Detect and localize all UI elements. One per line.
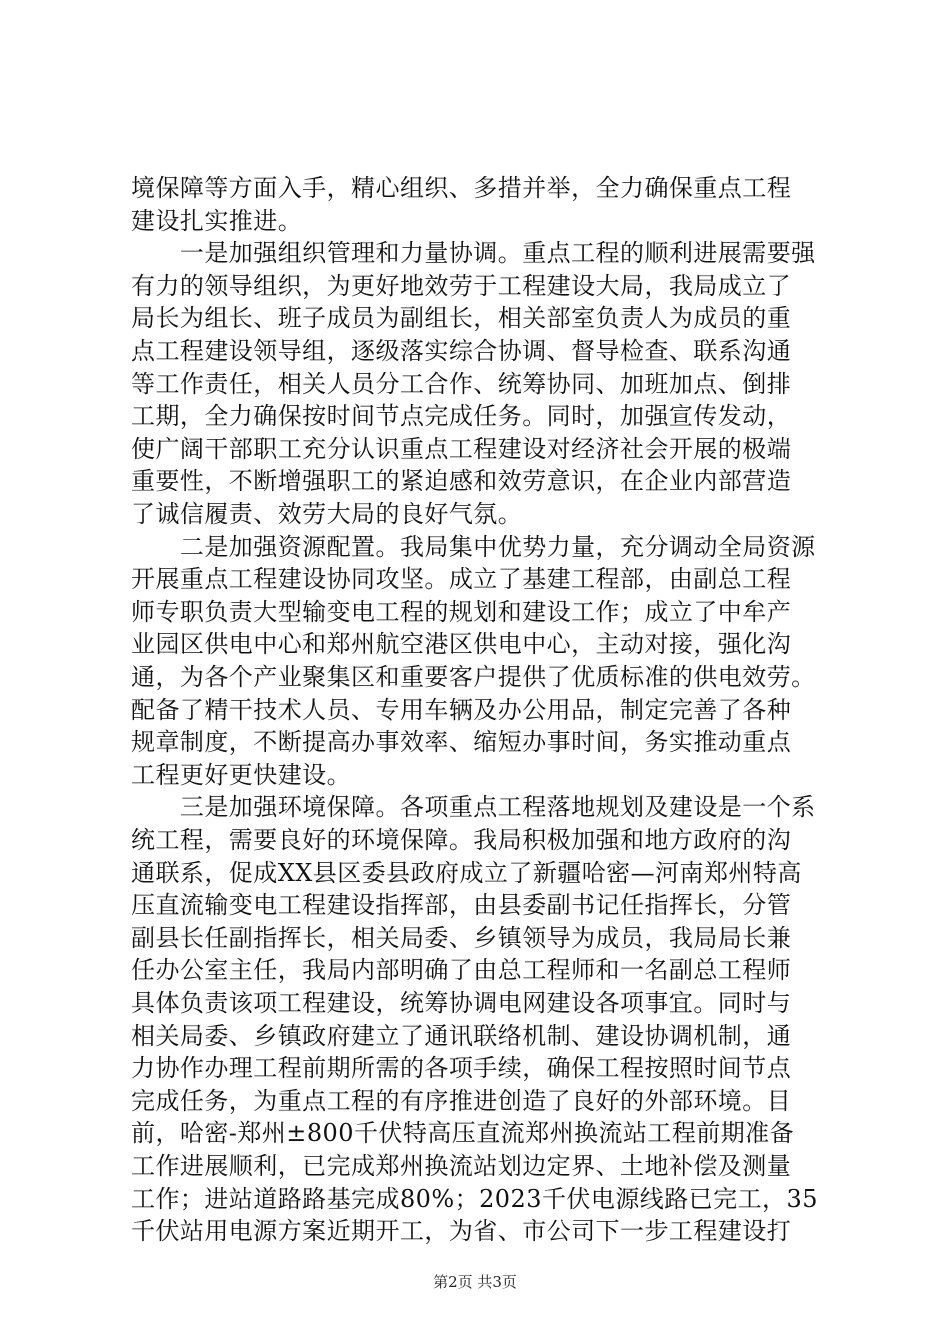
text-line: 规章制度，不断提高办事效率、缩短办事时间，务实推动重点 — [131, 728, 792, 757]
text-line: 开展重点工程建设协同攻坚。成立了基建工程部，由副总工程 — [131, 565, 792, 594]
text-line: 工作进展顺利，已完成郑州换流站划边定界、土地补偿及测量 — [131, 1152, 792, 1180]
text-line: 重要性，不断增强职工的紧迫感和效劳意识，在企业内部营造 — [131, 467, 792, 496]
text-line: 副县长任副指挥长，相关局委、乡镇领导为成员，我局局长兼 — [131, 923, 792, 952]
text-line: 使广阔干部职工充分认识重点工程建设对经济社会开展的极端 — [131, 434, 792, 463]
text-line: 任办公室主任，我局内部明确了由总工程师和一名副总工程师 — [131, 956, 792, 985]
text-line: 千伏站用电源方案近期开工，为省、市公司下一步工程建设打 — [131, 1217, 792, 1246]
text-line: 境保障等方面入手，精心组织、多措并举，全力确保重点工程 — [131, 174, 792, 202]
text-line: 局长为组长、班子成员为副组长，相关部室负责人为成员的重 — [131, 304, 792, 333]
text-line: 工程更好更快建设。 — [131, 760, 352, 789]
text-line: 业园区供电中心和郑州航空港区供电中心，主动对接，强化沟 — [131, 630, 792, 659]
text-line: 了诚信履责、效劳大局的良好气氛。 — [131, 500, 523, 528]
text-line: 通联系，促成XX县区委县政府成立了新疆哈密—河南郑州特高 — [131, 858, 802, 887]
text-line: 压直流输变电工程建设指挥部，由县委副书记任指挥长，分管 — [131, 891, 792, 920]
text-line: 完成任务，为重点工程的有序推进创造了良好的外部环境。目 — [131, 1086, 792, 1115]
text-line: 一是加强组织管理和力量协调。重点工程的顺利进展需要强 — [131, 239, 816, 268]
text-line: 建设扎实推进。 — [131, 206, 303, 235]
text-line: 力协作办理工程前期所需的各项手续，确保工程按照时间节点 — [131, 1054, 792, 1083]
text-line: 具体负责该项工程建设，统筹协调电网建设各项事宜。同时与 — [131, 989, 792, 1017]
text-line: 工作；进站道路路基完成80%；2023千伏电源线路已完工，35 — [131, 1184, 818, 1213]
text-line: 前，哈密-郑州±800千伏特高压直流郑州换流站工程前期准备 — [131, 1119, 795, 1148]
text-line: 统工程，需要良好的环境保障。我局积极加强和地方政府的沟 — [131, 826, 792, 854]
text-line: 配备了精干技术人员、专用车辆及办公用品，制定完善了各种 — [131, 695, 792, 724]
page-footer: 第2页 共3页 — [433, 1273, 517, 1291]
text-line: 师专职负责大型输变电工程的规划和建设工作；成立了中牟产 — [131, 597, 792, 626]
text-line: 相关局委、乡镇政府建立了通讯联络机制、建设协调机制，通 — [131, 1021, 792, 1050]
text-line: 等工作责任，相关人员分工合作、统筹协同、加班加点、倒排 — [131, 369, 792, 398]
text-line: 工期，全力确保按时间节点完成任务。同时，加强宣传发动， — [131, 402, 792, 431]
text-line: 通，为各个产业聚集区和重要客户提供了优质标准的供电效劳。 — [131, 663, 816, 691]
text-line: 三是加强环境保障。各项重点工程落地规划及建设是一个系 — [131, 793, 816, 822]
text-line: 有力的领导组织，为更好地效劳于工程建设大局，我局成立了 — [131, 271, 792, 300]
text-line: 点工程建设领导组，逐级落实综合协调、督导检查、联系沟通 — [131, 337, 792, 365]
text-line: 二是加强资源配置。我局集中优势力量，充分调动全局资源 — [131, 532, 816, 561]
